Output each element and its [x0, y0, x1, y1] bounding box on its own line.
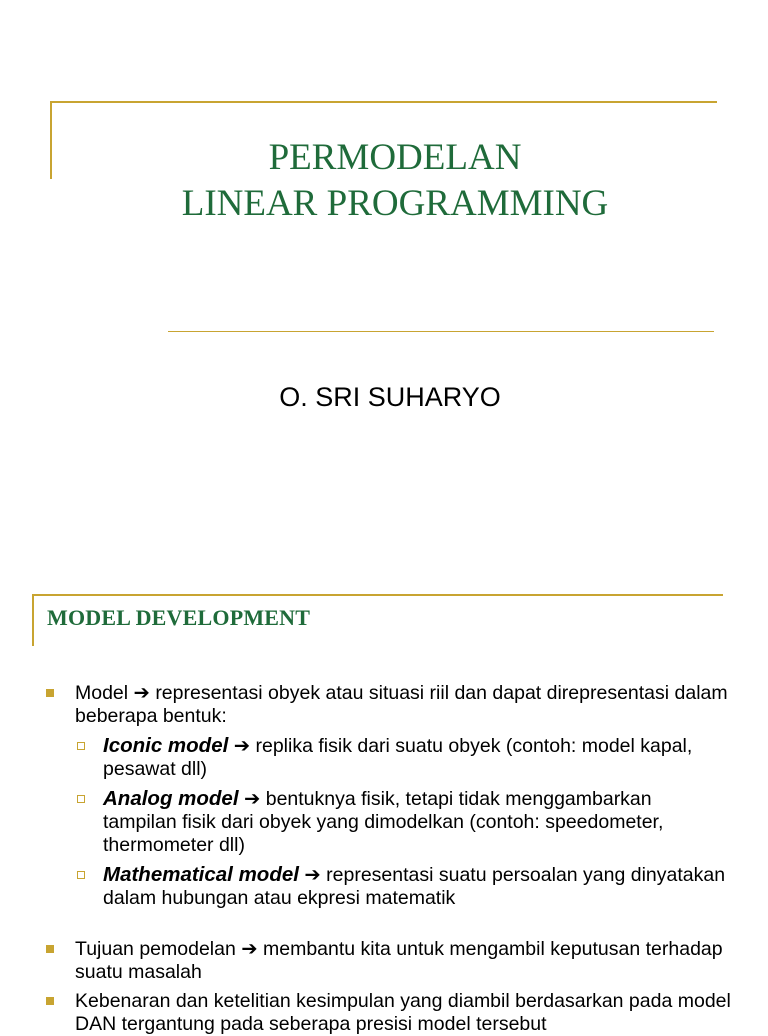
arrow-icon: ➔ [243, 788, 261, 810]
arrow-icon: ➔ [133, 682, 150, 704]
left-rule [32, 594, 34, 646]
hollow-square-bullet-icon [77, 742, 85, 750]
bullet-list [0, 682, 768, 1036]
left-rule [50, 101, 52, 179]
term: Iconic model [103, 734, 229, 757]
list-item [0, 682, 768, 728]
sub-list-item [0, 863, 768, 910]
title-line-2: LINEAR PROGRAMMING [181, 183, 609, 224]
arrow-icon: ➔ [304, 864, 321, 886]
title-line-1: PERMODELAN [268, 137, 522, 178]
sub-list-item [0, 734, 768, 781]
slide-title [60, 135, 730, 227]
hollow-square-bullet-icon [77, 871, 85, 879]
slide-heading: MODEL DEVELOPMENT [47, 605, 311, 630]
sub-text: bentuknya fisik, tetapi tidak menggambarkan tampilan fisik dari obyek yang dimodelkan (contoh: speedometer, thermometer dll) [103, 788, 664, 856]
top-rule [32, 594, 723, 596]
list-item [0, 990, 768, 1036]
hollow-square-bullet-icon [77, 795, 85, 803]
square-bullet-icon [46, 689, 54, 697]
arrow-icon: ➔ [241, 938, 258, 960]
sub-text: representasi suatu persoalan yang dinyatakan dalam hubungan atau ekpresi matematik [103, 864, 726, 909]
bullet-text: Kebenaran dan ketelitian kesimpulan yang diambil berdasarkan pada model DAN tergantung pada seberapa presisi model tersebut [75, 990, 731, 1035]
bullet-lead: Model [75, 682, 129, 704]
bullet-text: membantu kita untuk mengambil keputusan terhadap suatu masalah [75, 938, 723, 983]
model-development-slide [0, 560, 768, 1035]
bullet-lead: Tujuan pemodelan [75, 938, 236, 960]
sub-list-item [0, 787, 768, 857]
square-bullet-icon [46, 997, 54, 1005]
bullet-text: representasi obyek atau situasi riil dan dapat direpresentasi dalam beberapa bentuk: [75, 682, 728, 727]
arrow-icon: ➔ [233, 735, 251, 757]
term: Analog model [103, 787, 239, 810]
author-name: O. SRI SUHARYO [279, 382, 501, 412]
sub-text: replika fisik dari suatu obyek (contoh: model kapal, pesawat dll) [103, 735, 693, 780]
top-rule [50, 101, 717, 103]
title-underline [168, 331, 714, 332]
term: Mathematical model [103, 863, 299, 886]
list-item [0, 938, 768, 984]
square-bullet-icon [46, 945, 54, 953]
